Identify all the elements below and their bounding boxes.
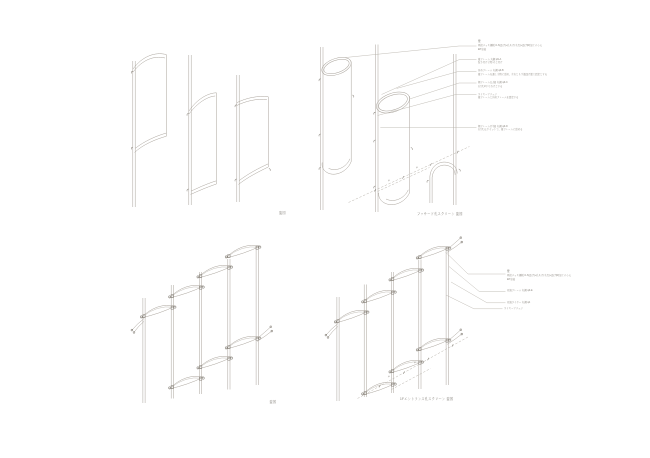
- annotation-line: ワイヤーブリッジ: [504, 306, 523, 310]
- annotation-line: (金具)±すりわけとする: [478, 84, 503, 88]
- annotation-leaders-top-right: [346, 46, 477, 127]
- annotation-line: 斜めフレーム 丸鋼 φ9-B: [478, 69, 504, 73]
- annotation-line: 縦フレームと斜めフレームを固定する: [478, 96, 519, 100]
- annotation-line: 亜鉛メッキ鋼板 t1.6(曲げ)+孔あけ(千鳥)+曲げ(R)加工のうえ: [478, 43, 543, 47]
- caption-top-left: 姿図: [279, 210, 286, 215]
- annotation-line: ワイヤーブリッジ: [478, 92, 497, 96]
- dimension-label: 45: [387, 375, 391, 379]
- annotation-line: 横フレーム(下端) 丸鋼 φ9-D: [478, 124, 508, 128]
- dimension-label: 45: [413, 361, 417, 364]
- annotation-line: 横フレーム(上端) 丸鋼 φ9-C: [478, 81, 508, 84]
- dimension-label: 45: [387, 179, 391, 183]
- annotation-top-rail: [478, 81, 508, 88]
- annotation-tip-frame: [507, 289, 533, 293]
- annotation-line: 亜鉛メッキ鋼板 t1.6(曲げ)+孔あけ(千鳥)+曲げ(R)加工のうえ: [507, 273, 572, 277]
- annotation-wall-spec: [478, 40, 542, 52]
- caption-bottom-left: 姿図: [269, 399, 277, 404]
- dimension-label: 45: [415, 166, 419, 170]
- panel-bottom-left-linework: [131, 245, 273, 403]
- annotation-line: EP塗装: [507, 277, 515, 281]
- annotation-wall-spec: [507, 270, 571, 282]
- caption-top-right: ファサード孔スクリーン 姿図: [417, 212, 463, 217]
- annotation-title: 壁: [478, 39, 481, 43]
- annotation-wire-bridge: [478, 93, 518, 100]
- annotation-leaders-bottom-right: [446, 252, 506, 309]
- caption-bottom-right: 1Fエントランス孔スクリーン 姿図: [400, 396, 454, 401]
- annotation-line: 縦フレーム 丸鋼 φ9-A: [478, 57, 502, 61]
- panel-top-right-linework: [319, 45, 477, 213]
- panel-bottom-right-linework: [325, 237, 506, 401]
- annotation-wire-bridge: [504, 307, 523, 311]
- annotation-line: 先端フレーム 丸鋼 φ9-E: [507, 289, 533, 293]
- annotation-bottom-rail: [478, 125, 522, 132]
- annotation-diagonal-frame: [478, 69, 547, 76]
- annotation-line: 先端ワイヤー 丸鋼 φ4: [507, 300, 531, 304]
- annotation-tip-wire: [507, 301, 530, 305]
- annotation-line: EP塗装: [478, 47, 486, 51]
- annotation-line: (金具)上下セットで、縦フレームに留める: [478, 128, 523, 132]
- annotation-line: 縦フレームを通し金物に留め、左右とも下部曲げ部で固定とする: [478, 72, 548, 76]
- annotation-line: 取り付け金物 あと付け: [478, 61, 503, 65]
- annotation-title: 壁: [507, 269, 510, 273]
- annotation-vertical-frame: [478, 58, 503, 65]
- panel-top-left-linework: [131, 54, 270, 207]
